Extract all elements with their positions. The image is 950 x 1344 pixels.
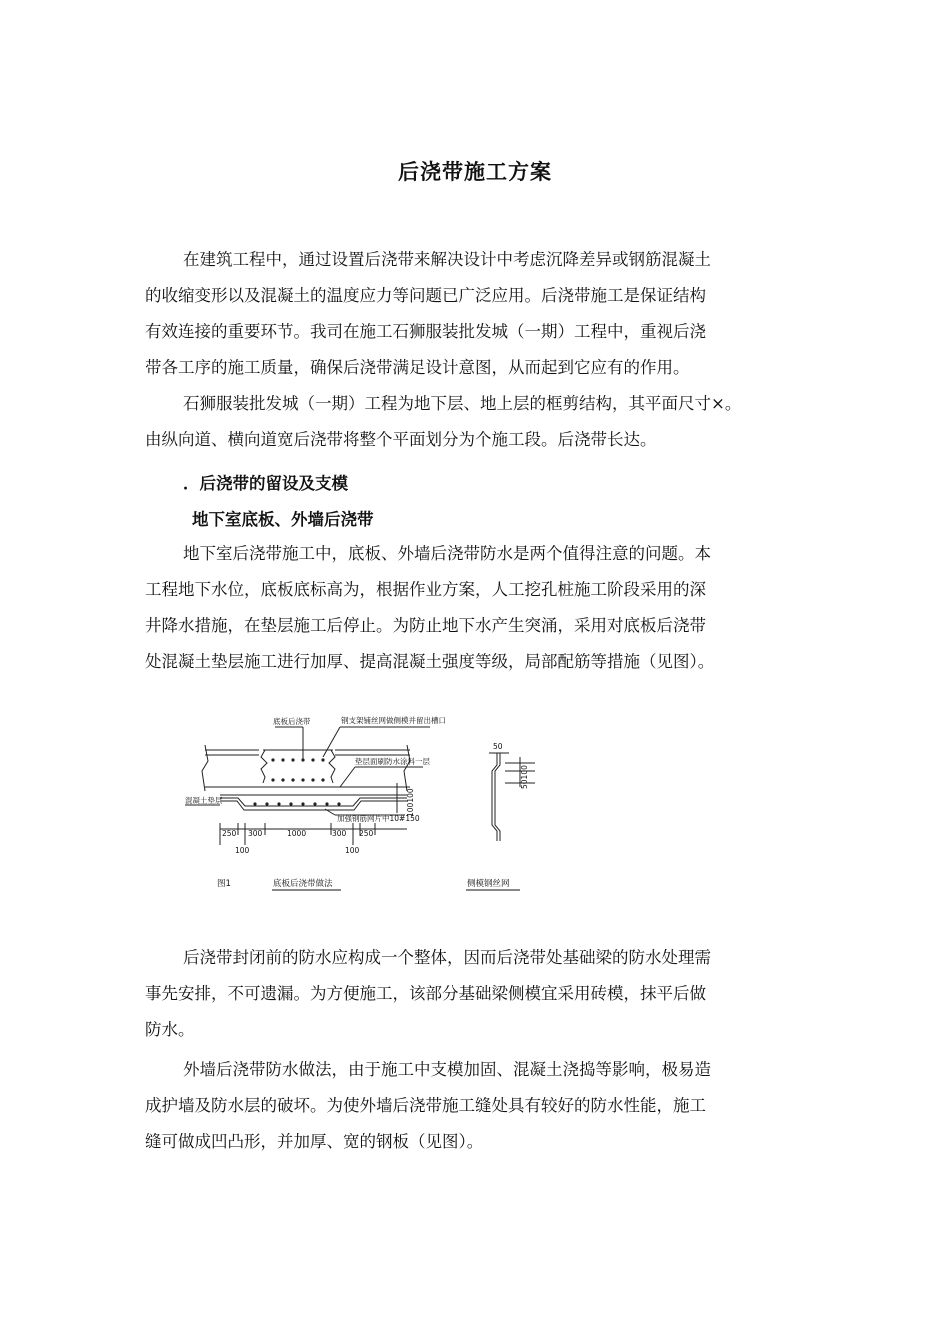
dim-label: 250 <box>359 829 374 838</box>
text-line: 缝可做成凹凸形，并加厚、宽的钢板（见图）。 <box>145 1132 484 1151</box>
figure-number: 图1 <box>217 879 231 889</box>
text-line: 事先安排，不可遗漏。为方便施工，该部分基础梁侧模宜采用砖模，抹平后做 <box>145 984 706 1003</box>
construction-figure <box>175 705 555 899</box>
dim-label: 50 <box>493 742 503 751</box>
text-line: 带各工序的施工质量，确保后浇带满足设计意图，从而起到它应有的作用。 <box>145 358 690 377</box>
dim-label: 300 <box>248 829 263 838</box>
page-title: 后浇带施工方案 <box>398 159 552 184</box>
label-coat: 垫层面刷防水涂料一层 <box>355 757 430 766</box>
paragraph-exterior-wall <box>145 1052 810 1160</box>
text-line: 在建筑工程中，通过设置后浇带来解决设计中考虑沉降差异或钢筋混凝土 <box>183 250 711 269</box>
figure-drawing <box>175 705 555 895</box>
paragraph-intro <box>145 242 810 386</box>
text-line: 外墙后浇带防水做法，由于施工中支模加固、混凝土浇捣等影响，极易造 <box>183 1060 711 1079</box>
label-mesh: 钢支架铺丝网做侧模并留出槽口 <box>341 716 446 725</box>
dim-label: 250 <box>222 829 237 838</box>
dim-label: 50100 <box>520 765 529 789</box>
section-heading: ．后浇带的留设及支模 <box>183 474 348 493</box>
paragraph-basement <box>145 536 810 680</box>
text-line: 的收缩变形以及混凝土的温度应力等问题已广泛应用。后浇带施工是保证结构 <box>145 286 706 305</box>
text-line: 成护墙及防水层的破坏。为使外墙后浇带施工缝处具有较好的防水性能，施工 <box>145 1096 706 1115</box>
label-cushion: 混凝土垫层 <box>185 796 223 805</box>
text-line: 石狮服装批发城（一期）工程为地下层、地上层的框剪结构，其平面尺寸×。 <box>183 394 742 413</box>
text-line: 有效连接的重要环节。我司在施工石狮服装批发城（一期）工程中，重视后浇 <box>145 322 706 341</box>
figure-caption-right: 侧模钢丝网 <box>467 879 510 889</box>
dim-label: 1000 <box>287 829 307 838</box>
text-line: 防水。 <box>145 1020 195 1039</box>
dim-label: 300 <box>332 829 347 838</box>
figure-caption-left: 底板后浇带做法 <box>273 879 333 889</box>
paragraph-waterproof <box>145 940 810 1048</box>
text-line: 工程地下水位，底板底标高为，根据作业方案，人工挖孔桩施工阶段采用的深 <box>145 580 706 599</box>
subsection-heading: 地下室底板、外墙后浇带 <box>192 510 374 529</box>
text-line: 后浇带封闭前的防水应构成一个整体，因而后浇带处基础梁的防水处理需 <box>183 948 711 967</box>
text-line: 处混凝土垫层施工进行加厚、提高混凝土强度等级，局部配筋等措施（见图）。 <box>145 652 715 671</box>
dim-label: 100 <box>235 846 250 855</box>
dim-label: 100 <box>345 846 360 855</box>
dim-label: 100100 <box>406 788 415 817</box>
label-rebar: 加强钢筋网片中10#150 <box>337 814 420 823</box>
text-line: 由纵向道、横向道宽后浇带将整个平面划分为个施工段。后浇带长达。 <box>145 430 657 449</box>
paragraph-project <box>145 386 810 458</box>
text-line: 地下室后浇带施工中，底板、外墙后浇带防水是两个值得注意的问题。本 <box>183 544 711 563</box>
label-band: 底板后浇带 <box>273 717 311 726</box>
text-line: 井降水措施，在垫层施工后停止。为防止地下水产生突涌，采用对底板后浇带 <box>145 616 706 635</box>
